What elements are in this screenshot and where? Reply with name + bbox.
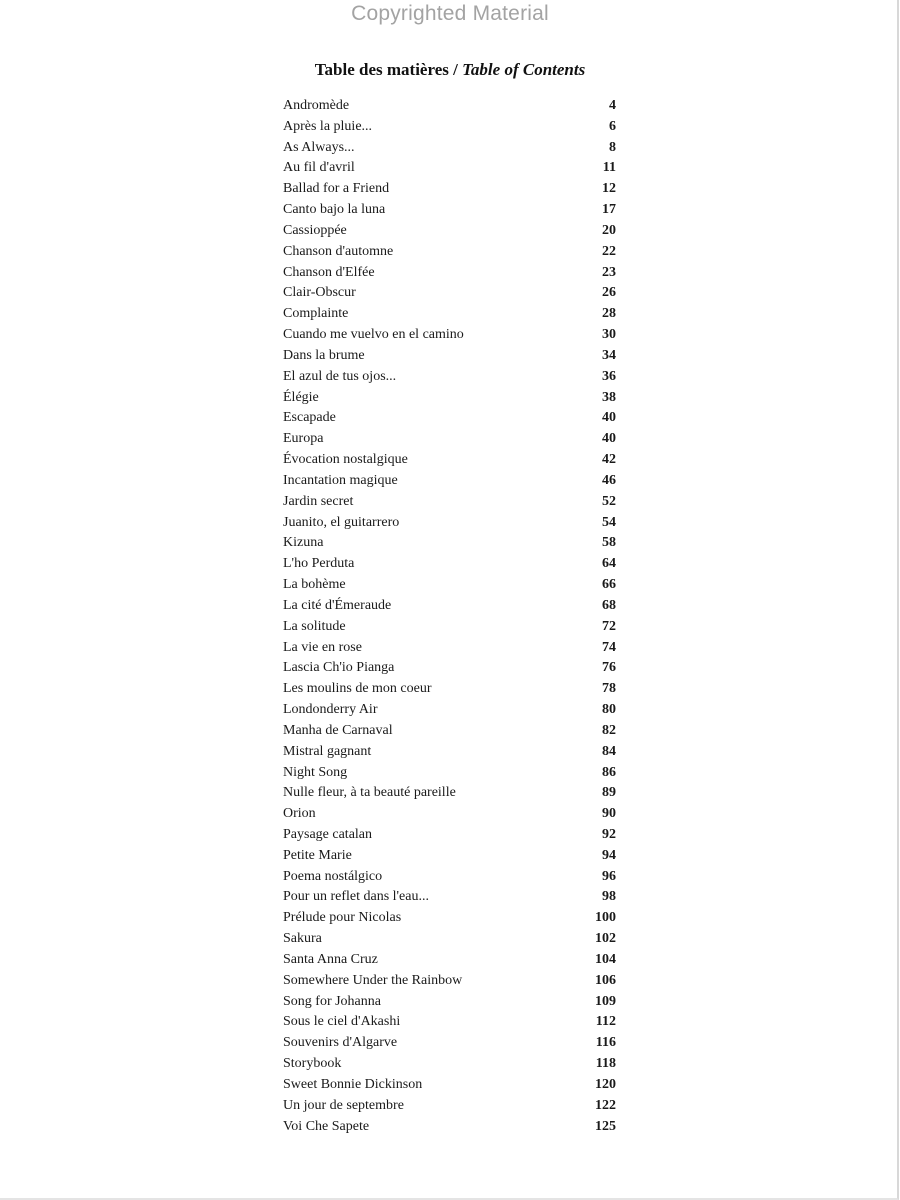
toc-entry-page-number: 4 — [609, 98, 616, 113]
toc-entry — [283, 992, 616, 1013]
toc-entry — [283, 638, 616, 659]
toc-entry — [283, 429, 616, 450]
toc-entry-title: Jardin secret — [283, 493, 354, 509]
toc-entry-page-number: 78 — [602, 681, 616, 697]
toc-entry-page-number: 42 — [602, 452, 616, 468]
toc-entry — [283, 1096, 616, 1117]
toc-entry-page-number: 40 — [602, 431, 616, 447]
toc-entry-page-number: 74 — [602, 639, 616, 655]
toc-entry-title: Poema nostálgico — [283, 868, 383, 884]
toc-entry-page-number: 12 — [602, 181, 616, 197]
toc-entry — [283, 513, 616, 534]
toc-entry-page-number: 80 — [602, 702, 616, 718]
toc-entry-title: Après la pluie... — [283, 118, 373, 134]
toc-heading-french: Table des matières / — [314, 60, 463, 79]
toc-entry-page-number: 40 — [602, 410, 616, 426]
toc-entry — [283, 1033, 616, 1054]
toc-entry — [283, 1075, 616, 1096]
toc-entry-page-number: 102 — [595, 931, 616, 947]
toc-entry-title: Andromède — [283, 98, 350, 113]
toc-entry-page-number: 28 — [602, 306, 616, 322]
toc-entry-page-number: 84 — [602, 743, 616, 759]
copyright-watermark: Copyrighted Material — [351, 2, 549, 25]
toc-entry — [283, 679, 616, 700]
toc-entry — [283, 304, 616, 325]
toc-entry — [283, 887, 616, 908]
toc-entry-title: Petite Marie — [283, 847, 352, 863]
toc-entry — [283, 950, 616, 971]
toc-entry — [283, 492, 616, 513]
toc-entry-title: Orion — [283, 806, 316, 822]
toc-entry-page-number: 34 — [602, 347, 616, 363]
toc-entry — [283, 742, 616, 763]
toc-entry — [283, 158, 616, 179]
toc-entry-title: Manha de Carnaval — [283, 722, 393, 738]
toc-entry-page-number: 89 — [602, 785, 616, 801]
toc-entry-title: Souvenirs d'Algarve — [283, 1035, 398, 1051]
toc-entry — [283, 825, 616, 846]
toc-entry — [283, 1054, 616, 1075]
toc-entry-page-number: 116 — [595, 1035, 616, 1051]
toc-entry-title: Paysage catalan — [283, 826, 373, 842]
toc-entry-title: Song for Johanna — [283, 993, 381, 1009]
toc-entry — [283, 554, 616, 575]
toc-entry-page-number: 64 — [602, 556, 616, 572]
toc-entry-title: Nulle fleur, à ta beauté pareille — [283, 785, 456, 801]
toc-entry-title: Sweet Bonnie Dickinson — [283, 1076, 423, 1092]
toc-entry-page-number: 6 — [609, 118, 616, 134]
toc-entry-page-number: 52 — [602, 493, 616, 509]
toc-entry-page-number: 96 — [602, 868, 616, 884]
toc-entry-title: Night Song — [283, 764, 348, 780]
toc-entry-page-number: 109 — [595, 993, 616, 1009]
toc-entry-page-number: 68 — [602, 597, 616, 613]
toc-entry — [283, 929, 616, 950]
toc-entry-page-number: 38 — [602, 389, 616, 405]
toc-entry — [283, 908, 616, 929]
toc-entry-page-number: 17 — [602, 202, 616, 218]
toc-entry-title: As Always... — [283, 139, 355, 155]
toc-entry-title: Évocation nostalgique — [283, 452, 408, 468]
toc-entry — [283, 179, 616, 200]
toc-entry — [283, 763, 616, 784]
toc-entry — [283, 596, 616, 617]
toc-entry — [283, 283, 616, 304]
toc-entry-title: Dans la brume — [283, 347, 365, 363]
toc-entry-page-number: 46 — [602, 472, 616, 488]
toc-entry-title: Clair-Obscur — [283, 285, 356, 301]
toc-entry — [283, 804, 616, 825]
toc-entry-title: La bohème — [283, 577, 346, 593]
toc-entry-title: La cité d'Émeraude — [283, 597, 392, 613]
toc-entry-title: Chanson d'Elfée — [283, 264, 375, 280]
toc-entry-title: Sakura — [283, 931, 322, 947]
toc-entry — [283, 971, 616, 992]
toc-entry — [283, 388, 616, 409]
toc-entry-page-number: 120 — [595, 1076, 616, 1092]
toc-entry-page-number: 122 — [595, 1097, 616, 1113]
toc-entry-page-number: 54 — [602, 514, 616, 530]
toc-entry — [283, 200, 616, 221]
toc-entry — [283, 96, 616, 117]
toc-entry-page-number: 11 — [602, 160, 616, 176]
toc-entry-page-number: 66 — [602, 577, 616, 593]
table-of-contents — [283, 96, 616, 1137]
toc-entry — [283, 450, 616, 471]
toc-entry-page-number: 92 — [602, 826, 616, 842]
toc-entry-page-number: 112 — [595, 1014, 616, 1030]
toc-entry — [283, 846, 616, 867]
toc-entry-title: La vie en rose — [283, 639, 362, 655]
toc-entry-title: Voi Che Sapete — [283, 1118, 370, 1134]
toc-entry — [283, 346, 616, 367]
toc-entry-title: Europa — [283, 431, 324, 447]
toc-entry — [283, 700, 616, 721]
toc-entry-page-number: 30 — [602, 327, 616, 343]
toc-entry-title: Complainte — [283, 306, 349, 322]
toc-entry-page-number: 36 — [602, 368, 616, 384]
toc-entry-title: Au fil d'avril — [283, 160, 355, 176]
toc-entry-title: Kizuna — [283, 535, 324, 551]
toc-entry-title: Ballad for a Friend — [283, 181, 390, 197]
toc-entry-title: Sous le ciel d'Akashi — [283, 1014, 401, 1030]
toc-heading-english: Table of Contents — [462, 60, 586, 79]
toc-entry — [283, 263, 616, 284]
toc-entry-title: Les moulins de mon coeur — [283, 681, 432, 697]
toc-entry-title: L'ho Perduta — [283, 556, 355, 572]
toc-entry-title: El azul de tus ojos... — [283, 368, 397, 384]
toc-entry — [283, 408, 616, 429]
toc-heading — [0, 60, 900, 80]
toc-entry-page-number: 86 — [602, 764, 616, 780]
toc-entry — [283, 367, 616, 388]
toc-entry-title: Lascia Ch'io Pianga — [283, 660, 395, 676]
toc-entry — [283, 783, 616, 804]
toc-entry-title: Santa Anna Cruz — [283, 951, 378, 967]
toc-entry-page-number: 90 — [602, 806, 616, 822]
toc-entry-page-number: 26 — [602, 285, 616, 301]
toc-entry-title: La solitude — [283, 618, 346, 634]
toc-entry-page-number: 104 — [595, 951, 616, 967]
toc-entry-title: Élégie — [283, 389, 319, 405]
toc-entry-title: Incantation magique — [283, 472, 398, 488]
toc-entry-page-number: 76 — [602, 660, 616, 676]
toc-entry-title: Escapade — [283, 410, 336, 426]
toc-entry — [283, 471, 616, 492]
toc-entry — [283, 617, 616, 638]
toc-entry — [283, 867, 616, 888]
toc-entry-page-number: 98 — [602, 889, 616, 905]
toc-entry — [283, 325, 616, 346]
toc-entry — [283, 575, 616, 596]
toc-entry-title: Mistral gagnant — [283, 743, 372, 759]
toc-entry-title: Canto bajo la luna — [283, 202, 386, 218]
toc-entry-title: Juanito, el guitarrero — [283, 514, 400, 530]
toc-entry-page-number: 23 — [602, 264, 616, 280]
toc-entry — [283, 242, 616, 263]
toc-entry-title: Cuando me vuelvo en el camino — [283, 327, 464, 343]
toc-entry-title: Londonderry Air — [283, 702, 378, 718]
toc-entry-title: Un jour de septembre — [283, 1097, 404, 1113]
toc-entry-page-number: 22 — [602, 243, 616, 259]
toc-entry-page-number: 58 — [602, 535, 616, 551]
toc-entry-page-number: 106 — [595, 972, 616, 988]
toc-entry-page-number: 125 — [595, 1118, 616, 1134]
toc-entry-title: Cassioppée — [283, 222, 347, 238]
toc-entry — [283, 117, 616, 138]
toc-entry — [283, 1012, 616, 1033]
toc-entry-title: Pour un reflet dans l'eau... — [283, 889, 429, 905]
toc-entry — [283, 138, 616, 159]
toc-entry-title: Somewhere Under the Rainbow — [283, 972, 463, 988]
toc-entry-page-number: 72 — [602, 618, 616, 634]
toc-entry-page-number: 100 — [595, 910, 616, 926]
toc-entry — [283, 221, 616, 242]
toc-entry-page-number: 118 — [595, 1056, 616, 1072]
toc-entry — [283, 533, 616, 554]
toc-entry — [283, 658, 616, 679]
toc-entry-page-number: 8 — [609, 139, 616, 155]
toc-entry-page-number: 20 — [602, 222, 616, 238]
toc-entry-title: Chanson d'automne — [283, 243, 394, 259]
toc-entry-page-number: 82 — [602, 722, 616, 738]
toc-entry — [283, 721, 616, 742]
toc-entry — [283, 1117, 616, 1138]
toc-entry-title: Storybook — [283, 1056, 342, 1072]
toc-entry-page-number: 94 — [602, 847, 616, 863]
toc-entry-title: Prélude pour Nicolas — [283, 910, 402, 926]
